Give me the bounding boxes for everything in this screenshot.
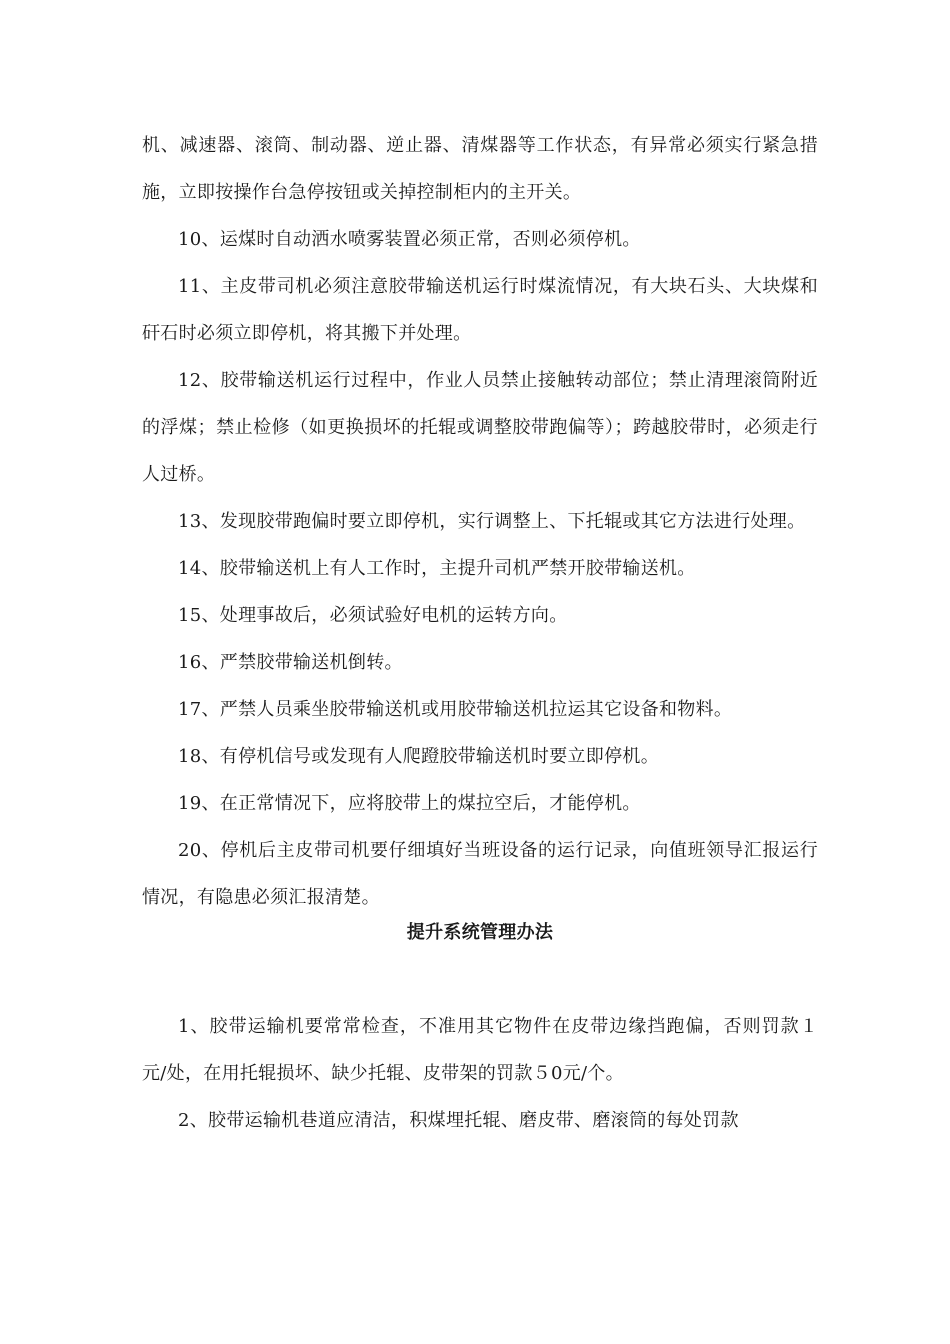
paragraph-rule-1: 1、胶带运输机要常常检查，不准用其它物件在皮带边缘挡跑偏，否则罚款１元/处，在用托辊损坏、缺少托辊、皮带架的罚款５0元/个。 <box>142 1016 818 1084</box>
paragraph-item-13: 13、发现胶带跑偏时要立即停机，实行调整上、下托辊或其它方法进行处理。 <box>178 511 806 532</box>
paragraph-item-12: 12、胶带输送机运行过程中，作业人员禁止接触转动部位；禁止清理滚筒附近的浮煤；禁止检修（如更换损坏的托辊或调整胶带跑偏等）；跨越胶带时，必须走行人过桥。 <box>142 370 818 485</box>
paragraph-item-19: 19、在正常情况下，应将胶带上的煤拉空后，才能停机。 <box>178 793 641 814</box>
paragraph-item-15: 15、处理事故后，必须试验好电机的运转方向。 <box>178 605 568 626</box>
section-title: 提升系统管理办法 <box>406 922 554 943</box>
paragraph-item-11: 11、主皮带司机必须注意胶带输送机运行时煤流情况，有大块石头、大块煤和矸石时必须立即停机，将其搬下并处理。 <box>142 276 818 344</box>
paragraph-item-10: 10、运煤时自动洒水喷雾装置必须正常，否则必须停机。 <box>178 229 641 250</box>
paragraph-item-16: 16、严禁胶带输送机倒转。 <box>178 652 403 673</box>
paragraph-item-20: 20、停机后主皮带司机要仔细填好当班设备的运行记录，向值班领导汇报运行情况，有隐患必须汇报清楚。 <box>142 840 818 908</box>
paragraph-continuation: 机、减速器、滚筒、制动器、逆止器、清煤器等工作状态，有异常必须实行紧急措施，立即按操作台急停按钮或关掉控制柜内的主开关。 <box>142 135 818 203</box>
paragraph-item-14: 14、胶带输送机上有人工作时，主提升司机严禁开胶带输送机。 <box>178 558 696 579</box>
paragraph-item-18: 18、有停机信号或发现有人爬蹬胶带输送机时要立即停机。 <box>178 746 660 767</box>
paragraph-item-17: 17、严禁人员乘坐胶带输送机或用胶带输送机拉运其它设备和物料。 <box>178 699 733 720</box>
paragraph-rule-2: 2、胶带运输机巷道应清洁，积煤埋托辊、磨皮带、磨滚筒的每处罚款 <box>178 1110 739 1131</box>
document-body <box>142 122 818 1144</box>
